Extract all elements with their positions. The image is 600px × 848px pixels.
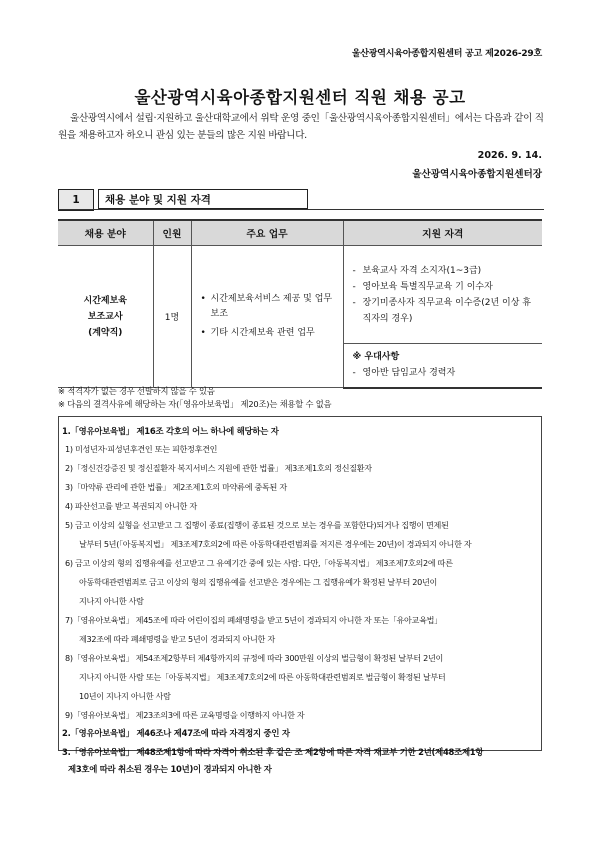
disq-sub-item: 3)「마약류 관리에 관한 법률」 제2조제1호의 마약류에 중독된 자 — [65, 482, 287, 492]
disq-sub-item: 4) 파산선고를 받고 복권되지 아니한 자 — [65, 501, 197, 511]
disq-sub-item: 1) 미성년자·피성년후견인 또는 피한정후견인 — [65, 444, 218, 454]
notice-date: 2026. 9. 14. — [477, 150, 542, 161]
duties-cell — [191, 246, 343, 388]
preference-heading: ※ 우대사항 — [352, 352, 400, 363]
disq-sub-item: 5) 금고 이상의 실형을 선고받고 그 집행이 종료(집행이 종료된 것으로 보는 경우를 포함한다)되거나 집행이 면제된 — [65, 520, 449, 530]
page-title: 울산광역시육아종합지원센터 직원 채용 공고 — [134, 88, 466, 107]
disq-sub-item-cont: 제32조에 따라 폐쇄명령을 받고 5년이 경과되지 아니한 자 — [79, 634, 275, 644]
disq-sub-item: 2)「정신건강증진 및 정신질환자 복지서비스 지원에 관한 법률」 제3조제1호의 정신질환자 — [65, 463, 372, 473]
note-line: ※ 적격자가 없는 경우 선발하지 않을 수 있음 — [58, 386, 215, 396]
section-header — [58, 189, 538, 211]
disq-item-heading: 3.「영유아보육법」 제48조제1항에 따라 자격이 취소된 후 같은 조 제2항에 따른 자격 재교부 기한 2년(제48조제1항 — [62, 747, 484, 757]
count-cell: 1명 — [153, 246, 191, 388]
field-line: 시간제보육 — [83, 295, 127, 306]
duty-item: • 시간제보육서비스 제공 및 업무 보조 — [199, 292, 336, 322]
disq-sub-item-cont: 아동학대관련범죄로 금고 이상의 형의 집행유예를 선고받은 경우에는 그 집행유예가 확정된 날부터 20년이 — [79, 577, 438, 587]
duty-item: • 기타 시간제보육 관련 업무 — [199, 326, 336, 341]
col-header-duties: 주요 업무 — [191, 220, 343, 246]
recruitment-table — [58, 219, 542, 389]
field-cell — [58, 246, 153, 388]
disq-sub-item: 8)「영유아보육법」 제54조제2항부터 제4항까지의 규정에 따라 300만원 이상의 벌금형이 확정된 날부터 2년이 — [65, 653, 444, 663]
table-header-row — [58, 220, 542, 246]
field-line: (계약직) — [88, 327, 123, 338]
col-header-field: 채용 분야 — [58, 220, 153, 246]
qualifications-cell — [343, 246, 542, 344]
qualification-item: - 장기미종사자 직무교육 이수증(2년 이상 휴직자의 경우) — [353, 295, 538, 327]
disq-item-heading: 1.「영유아보육법」 제16조 각호의 어느 하나에 해당하는 자 — [62, 426, 279, 436]
disq-sub-item: 9)「영유아보육법」 제23조의3에 따른 교육명령을 이행하지 아니한 자 — [65, 710, 305, 720]
note-line: ※ 다음의 결격사유에 해당하는 자(「영유아보육법」 제20조)는 채용할 수 없음 — [58, 399, 332, 409]
disq-item-heading: 2.「영유아보육법」 제46조나 제47조에 따라 자격정지 중인 자 — [62, 728, 290, 738]
col-header-count: 인원 — [153, 220, 191, 246]
section-divider — [58, 209, 544, 210]
issuer-name: 울산광역시육아종합지원센터장 — [412, 169, 542, 180]
table-row — [58, 246, 542, 344]
disq-item-heading-cont: 제3호에 따라 취소된 경우는 10년)이 경과되지 아니한 자 — [68, 764, 272, 774]
preference-cell — [343, 344, 542, 388]
section-number: 1 — [58, 189, 94, 211]
disq-sub-item-cont: 지나지 아니한 사람 또는「아동복지법」 제3조제7호의2에 따른 아동학대관련범죄로 벌금형이 확정된 날부터 — [79, 672, 446, 682]
qualification-item: - 보육교사 자격 소지자(1~3급) — [353, 263, 538, 279]
disq-sub-item-cont: 지나지 아니한 사람 — [79, 596, 144, 606]
field-line: 보조교사 — [87, 311, 123, 322]
disq-sub-item-cont: 10년이 지나지 아니한 사람 — [79, 691, 171, 701]
col-header-qualifications: 지원 자격 — [343, 220, 542, 246]
disq-sub-item: 7)「영유아보육법」 제45조에 따라 어린이집의 폐쇄명령을 받고 5년이 경과되지 아니한 자 또는「유아교육법」 — [65, 615, 442, 625]
section-title: 채용 분야 및 지원 자격 — [98, 189, 308, 209]
disq-sub-item-cont: 날부터 5년(「아동복지법」 제3조제7호의2에 따른 아동학대관련범죄를 저지른 경우에는 20년)이 경과되지 아니한 자 — [79, 539, 472, 549]
qualification-item: - 영아보육 특별직무교육 기 이수자 — [353, 279, 538, 295]
preference-item: - 영아반 담임교사 경력자 — [353, 365, 538, 381]
notice-number: 울산광역시육아종합지원센터 공고 제2026-29호 — [351, 49, 542, 59]
disq-sub-item: 6) 금고 이상의 형의 집행유예를 선고받고 그 유예기간 중에 있는 사람. 다만,「아동복지법」 제3조제7호의2에 따른 — [65, 558, 453, 568]
intro-paragraph: 울산광역시에서 설립·지원하고 울산대학교에서 위탁 운영 중인「울산광역시육아종합지원센터」에서는 다음과 같이 직원을 채용하고자 하오니 관심 있는 분들의 많은 지원 바랍니다. — [58, 113, 544, 141]
